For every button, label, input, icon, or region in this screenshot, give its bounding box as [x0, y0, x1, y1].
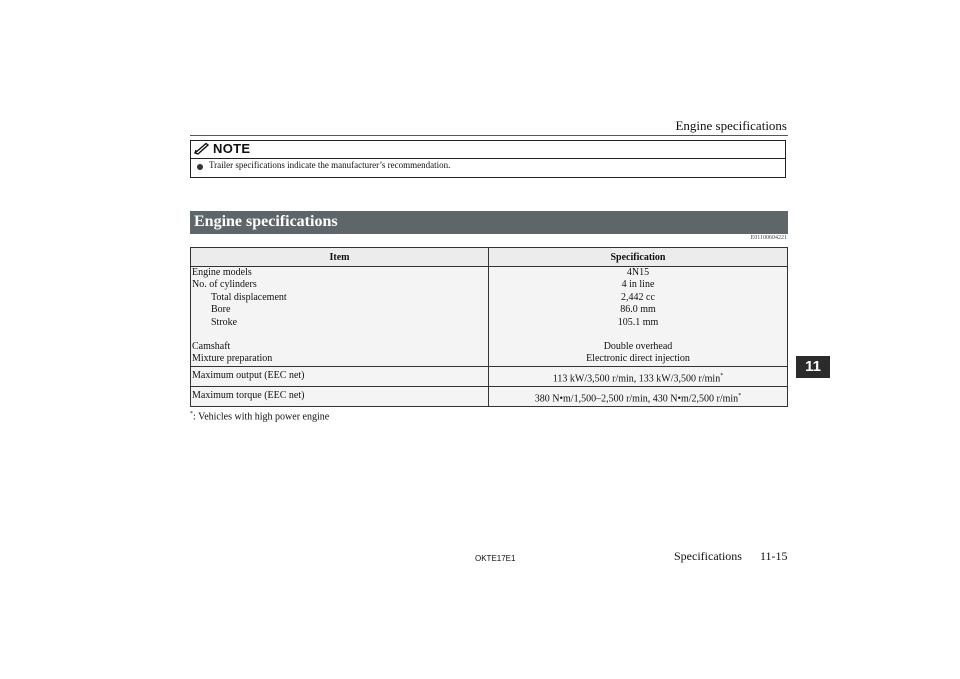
chapter-tab: 11	[796, 356, 830, 378]
item-cylinders: No. of cylinders	[192, 279, 257, 291]
footer-section: Specifications	[674, 549, 742, 563]
table-header-row	[191, 248, 788, 267]
spec-cell	[489, 366, 788, 386]
spec-mixture: Electronic direct injection	[586, 353, 690, 365]
spec-cell	[489, 386, 788, 406]
footnote-mark: *	[190, 411, 193, 417]
footnote-text: : Vehicles with high power engine	[193, 411, 330, 423]
spec-cylinders: 4 in line	[621, 279, 655, 291]
note-text: Trailer specifications indicate the manufacturer’s recommendation.	[209, 160, 451, 170]
page-number: 11-15	[760, 549, 788, 563]
item-displacement: Total displacement	[211, 291, 287, 303]
section-code: E01100604221	[750, 235, 787, 241]
item-camshaft: Camshaft	[192, 340, 231, 352]
running-header-title: Engine specifications	[675, 118, 787, 133]
footnote	[190, 411, 329, 422]
item-cell	[191, 366, 489, 386]
note-header	[191, 141, 785, 159]
spec-table	[190, 247, 788, 407]
item-stroke: Stroke	[211, 316, 238, 328]
item-mixture: Mixture preparation	[192, 353, 273, 365]
footnote-mark: *	[738, 392, 742, 399]
bullet-icon	[197, 164, 203, 170]
note-title: NOTE	[213, 141, 251, 156]
spec-engine-models: 4N15	[626, 267, 650, 278]
table-row	[191, 267, 788, 367]
spec-max-torque-value: 380 N•m/1,500–2,500 r/min, 430 N•m/2,500 r/min	[534, 393, 739, 405]
section-heading-bar	[190, 211, 788, 234]
spec-max-output-value: 113 kW/3,500 r/min, 133 kW/3,500 r/min	[552, 373, 721, 385]
item-max-torque: Maximum torque (EEC net)	[192, 389, 305, 401]
note-box	[190, 140, 786, 178]
item-cell	[191, 386, 489, 406]
item-engine-models: Engine models	[192, 267, 252, 278]
header-divider	[190, 135, 788, 136]
section-title: Engine specifications	[194, 213, 338, 230]
spec-stroke: 105.1 mm	[617, 316, 659, 328]
column-header-spec: Specification	[489, 248, 788, 267]
spec-camshaft: Double overhead	[603, 340, 673, 352]
column-header-item: Item	[191, 248, 489, 267]
item-cell	[191, 267, 489, 367]
spec-max-output	[489, 367, 787, 385]
spec-max-torque	[489, 387, 787, 405]
table-row	[191, 366, 788, 386]
spec-cell	[489, 267, 788, 367]
footer-code: OKTE17E1	[475, 554, 516, 563]
footnote-mark: *	[720, 372, 724, 379]
pencil-icon	[194, 143, 210, 155]
spec-displacement: 2,442 cc	[621, 291, 655, 303]
item-max-output: Maximum output (EEC net)	[192, 369, 305, 381]
spec-bore: 86.0 mm	[620, 304, 656, 316]
table-row	[191, 386, 788, 406]
item-bore: Bore	[211, 304, 231, 316]
